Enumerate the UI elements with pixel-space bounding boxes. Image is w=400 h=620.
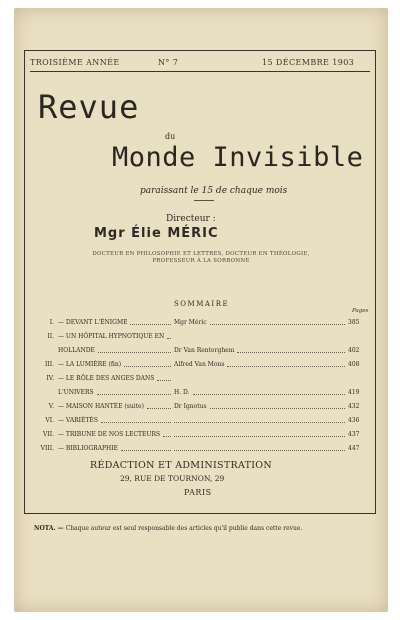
toc-number: II. <box>47 333 54 340</box>
director-name: Mgr Élie MÉRIC <box>94 226 219 241</box>
sommaire-heading: SOMMAIRE <box>174 300 230 308</box>
toc-title: — BIBLIOGRAPHIE <box>58 445 119 452</box>
toc-title: L'UNIVERS <box>58 389 94 396</box>
toc-title: — MAISON HANTÉE (suite) <box>58 403 144 410</box>
toc-title: — VARIÉTÉS <box>58 417 98 424</box>
toc-number: VII. <box>43 431 54 438</box>
header-divider <box>30 71 370 72</box>
toc-number: IV. <box>46 375 54 382</box>
toc-author: Dr Ignotus <box>174 403 207 410</box>
toc-leader <box>124 366 171 367</box>
issue-number: N° 7 <box>158 58 179 67</box>
toc-page: 419 <box>348 389 360 396</box>
issue-year: TROISIÈME ANNÉE <box>30 58 120 67</box>
toc-page: 385 <box>348 319 360 326</box>
ornament-divider <box>194 200 214 201</box>
toc-author: Dr Van Renterghem <box>174 347 235 354</box>
nota-label: NOTA. — <box>34 525 64 532</box>
issue-date: 15 DÉCEMBRE 1903 <box>262 58 355 67</box>
title-main: Monde Invisible <box>112 142 364 173</box>
toc-page: 408 <box>348 361 360 368</box>
toc-leader <box>121 450 171 451</box>
toc-leader <box>130 324 171 325</box>
toc-leader <box>167 338 171 339</box>
toc-leader <box>97 394 171 395</box>
toc-row <box>38 430 362 439</box>
toc-row <box>38 318 362 327</box>
toc-title: — LE RÔLE DES ANGES DANS <box>58 375 155 382</box>
toc-number: III. <box>44 361 54 368</box>
toc-number: V. <box>48 403 54 410</box>
title-revue: Revue <box>38 88 140 126</box>
toc-leader <box>163 436 171 437</box>
toc-row <box>38 388 362 397</box>
toc-row <box>38 402 362 411</box>
toc-author: Alfred Van Mons <box>174 361 225 368</box>
toc-row <box>38 346 362 355</box>
address: 29, RUE DE TOURNON, 29 <box>120 474 225 483</box>
toc-page: 436 <box>348 417 360 424</box>
toc-row <box>38 444 362 453</box>
toc-number: VI. <box>45 417 54 424</box>
toc-row <box>38 360 362 369</box>
toc-leader <box>101 422 171 423</box>
toc-page: 432 <box>348 403 360 410</box>
toc-leader <box>147 408 171 409</box>
toc-leader <box>193 394 345 395</box>
toc-title: HOLLANDE <box>58 347 95 354</box>
nota-text: Chaque auteur est seul responsable des articles qu'il publie dans cette revue. <box>65 525 303 532</box>
toc-leader <box>174 436 345 437</box>
director-titles-line1: DOCTEUR EN PHILOSOPHIE ET LETTRES, DOCTEUR EN THÉOLOGIE, <box>92 251 310 257</box>
title-du: du <box>165 132 176 141</box>
toc-row <box>38 416 362 425</box>
toc-leader <box>227 366 345 367</box>
toc-title: — DEVANT L'ÉNIGME <box>58 319 128 326</box>
pages-column-header: Pages <box>352 308 369 314</box>
redaction-heading: RÉDACTION ET ADMINISTRATION <box>90 460 272 471</box>
toc-page: 437 <box>348 431 360 438</box>
toc-row <box>38 332 362 341</box>
toc-leader <box>237 352 345 353</box>
toc-leader <box>157 380 171 381</box>
director-label: Directeur : <box>166 214 216 224</box>
toc-leader <box>98 352 171 353</box>
toc-title: — UN HÔPITAL HYPNOTIQUE EN <box>58 333 165 340</box>
toc-title: — LA LUMIÈRE (fin) <box>58 361 122 368</box>
toc-leader <box>210 324 345 325</box>
toc-author: H. D. <box>174 389 190 396</box>
toc-number: I. <box>49 319 54 326</box>
toc-author: Mgr Méric <box>174 319 207 326</box>
nota-note <box>34 524 370 533</box>
toc-page: 402 <box>348 347 360 354</box>
toc-leader <box>174 422 345 423</box>
toc-leader <box>174 450 345 451</box>
toc-number: VIII. <box>40 445 54 452</box>
toc-page: 447 <box>348 445 360 452</box>
city: PARIS <box>184 488 212 497</box>
toc-title: — TRIBUNE DE NOS LECTEURS <box>58 431 161 438</box>
director-titles <box>86 251 316 265</box>
toc-row <box>38 374 362 383</box>
toc-leader <box>210 408 345 409</box>
director-titles-line2: PROFESSEUR À LA SORBONNE <box>152 258 250 264</box>
subtitle: paraissant le 15 de chaque mois <box>140 186 288 196</box>
